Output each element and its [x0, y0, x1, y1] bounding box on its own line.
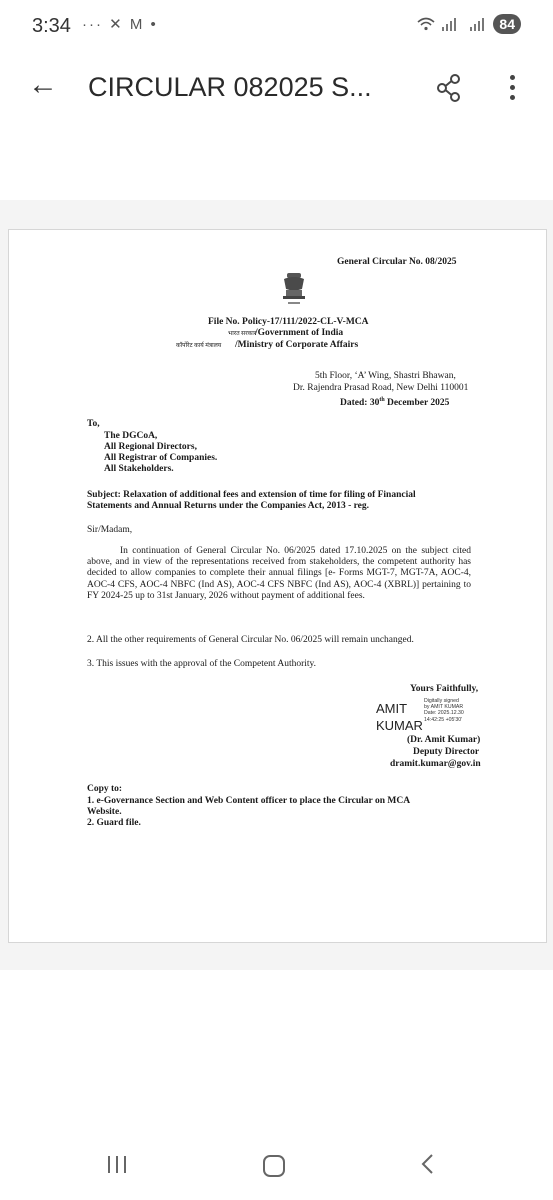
ministry-name: /Ministry of Corporate Affairs [235, 340, 359, 350]
designation: Deputy Director [413, 747, 480, 757]
status-time: 3:34 [32, 15, 71, 37]
address-line-2: Dr. Rajendra Prasad Road, New Delhi 110001 [293, 383, 469, 393]
ministry-hindi: कॉर्पोरेट कार्य मंत्रालय [176, 343, 222, 349]
national-emblem-icon [279, 271, 309, 309]
paragraph-3: 3. This issues with the approval of the Competent Authority. [87, 659, 317, 669]
back-arrow-icon[interactable]: ← [28, 68, 58, 101]
copy-item-1-line-2: Website. [87, 807, 122, 817]
recipient-registrar: All Registrar of Companies. [104, 453, 218, 463]
subject-line-2: Statements and Annual Returns under the Companies Act, 2013 - reg. [87, 501, 370, 511]
address-line-1: 5th Floor, ‘A’ Wing, Shastri Bhawan, [315, 371, 456, 381]
government-of-india: /Government of India [255, 328, 344, 338]
wifi-icon [417, 17, 435, 31]
copy-item-2: 2. Guard file. [87, 818, 141, 828]
paragraph-2: 2. All the other requirements of General Circular No. 06/2025 will remain unchanged. [87, 635, 414, 645]
home-icon[interactable] [263, 1155, 285, 1177]
status-bar [0, 0, 553, 52]
email: dramit.kumar@gov.in [390, 759, 481, 769]
battery-icon: 84 [493, 14, 521, 34]
signature-meta: Digitally signed by AMIT KUMAR Date: 2025.12.30 14:42:25 +05'30' [424, 698, 464, 723]
file-number: File No. Policy-17/111/2022-CL-V-MCA [208, 317, 369, 327]
document-page [8, 229, 547, 943]
recipient-dgcoa: The DGCoA, [104, 431, 158, 441]
navigation-bar [0, 1130, 553, 1200]
signatory-name: (Dr. Amit Kumar) [407, 735, 481, 745]
copy-to-label: Copy to: [87, 784, 123, 794]
system-icons [417, 14, 521, 34]
copy-item-1-line-1: 1. e-Governance Section and Web Content officer to place the Circular on MCA [87, 796, 411, 806]
app-bar [0, 52, 553, 124]
recipient-regional-directors: All Regional Directors, [104, 442, 197, 452]
back-nav-icon[interactable] [420, 1153, 434, 1175]
closing: Yours Faithfully, [410, 684, 479, 694]
recent-apps-icon[interactable] [108, 1156, 126, 1173]
notification-icons: ··· ✕ M • [82, 16, 158, 33]
share-icon[interactable] [436, 74, 462, 102]
signal-icon [441, 17, 463, 31]
paragraph-1: In continuation of General Circular No. 06/2025 dated 17.10.2025 on the subject cited above, and in view of the representations received from stakeholders, the competent authority has decided to allow companies to complete their annual filings [e- Forms MGT-7, MGT-7A, AOC-4, AOC-4 CFS, AOC-4 NBFC (Ind AS), AOC-4 CFS NBFC (Ind AS), AOC-4 (XBRL)] pertaining to FY 2024-25 up to 31st January, 2026 without payment of additional fees. [87, 546, 471, 601]
gov-hindi: भारत सरकार [228, 331, 257, 337]
document-title: CIRCULAR 082025 S... [88, 72, 372, 102]
salutation: Sir/Madam, [87, 525, 133, 535]
dated-line: Dated: 30th December 2025 [340, 397, 450, 409]
recipient-stakeholders: All Stakeholders. [104, 464, 174, 474]
subject-line-1: Subject: Relaxation of additional fees and extension of time for filing of Financial [87, 490, 416, 500]
circular-number: General Circular No. 08/2025 [337, 257, 457, 267]
more-options-icon[interactable] [502, 72, 522, 108]
signal-icon-2 [469, 17, 487, 31]
pdf-viewer[interactable] [0, 200, 553, 970]
to-label: To, [87, 419, 100, 429]
signature-name: AMIT KUMAR [376, 701, 423, 733]
